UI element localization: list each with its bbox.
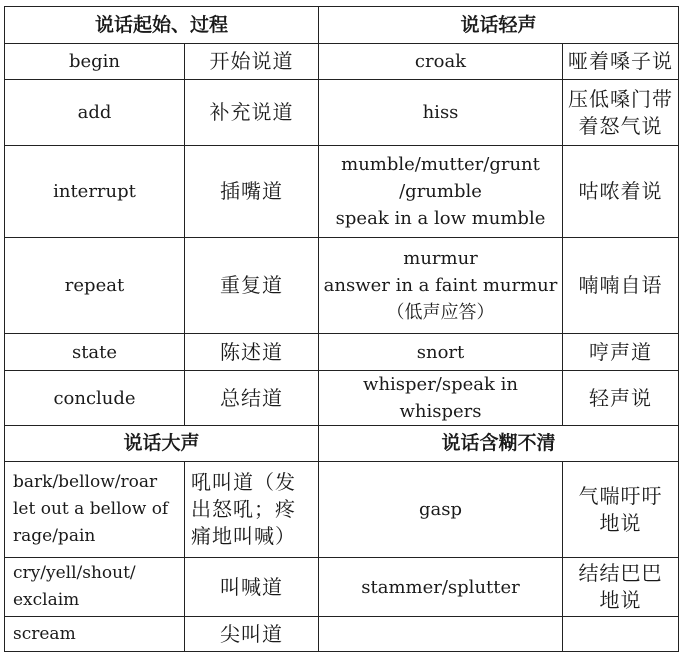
- cell-line: stammer/splutter: [361, 576, 520, 598]
- chinese-meaning-cell: [563, 371, 679, 426]
- cell-line: conclude: [53, 387, 136, 409]
- section-title-loud: 说话大声: [5, 426, 319, 462]
- cell-line: state: [71, 341, 118, 363]
- cell-line: snort: [416, 341, 465, 363]
- english-term-cell: [5, 44, 185, 80]
- cell-line: /grumble: [399, 181, 482, 202]
- cell-line: hiss: [422, 102, 459, 123]
- english-term-cell: [319, 462, 563, 558]
- section-title-start-process: 说话起始、过程: [5, 7, 319, 44]
- chinese-meaning-cell: [563, 238, 679, 334]
- section-title-quiet: 说话轻声: [319, 7, 679, 44]
- english-term-cell: [5, 462, 185, 558]
- cell-line: 喃喃自语: [578, 273, 663, 297]
- english-term-cell: [5, 334, 185, 371]
- chinese-meaning-cell: [185, 44, 319, 80]
- chinese-meaning-cell: [185, 334, 319, 371]
- chinese-meaning-cell: [185, 558, 319, 617]
- cell-line: 总结道: [220, 385, 283, 410]
- chinese-meaning-cell: [185, 462, 319, 558]
- english-term-cell: [319, 334, 563, 371]
- cell-line: croak: [414, 51, 467, 72]
- cell-line: mumble/mutter/grunt: [341, 154, 540, 175]
- table-row: [5, 80, 679, 146]
- cell-line: 痛地叫喊）: [191, 524, 296, 548]
- cell-line: 补充说道: [209, 100, 294, 124]
- table-row: [5, 617, 679, 652]
- cell-line: speak in a low mumble: [335, 208, 546, 229]
- english-term-cell: [319, 371, 563, 426]
- english-term-cell: [5, 371, 185, 426]
- english-term-cell: [5, 80, 185, 146]
- cell-line: let out a bellow of: [13, 499, 169, 519]
- english-term-cell: [319, 617, 563, 652]
- english-term-cell: [319, 558, 563, 617]
- english-term-cell: [319, 80, 563, 146]
- chinese-meaning-cell: [563, 334, 679, 371]
- cell-line: 压低嗓门带: [568, 86, 674, 111]
- cell-line: 出怒吼；疼: [191, 497, 296, 521]
- cell-line: 咕哝着说: [578, 179, 663, 203]
- cell-line: rage/pain: [13, 526, 96, 546]
- cell-line: 哼声道: [589, 339, 653, 364]
- english-term-cell: [319, 44, 563, 80]
- cell-line: （低声应答）: [386, 302, 495, 323]
- cell-line: whisper/speak in whispers: [363, 374, 518, 422]
- chinese-meaning-cell: [185, 617, 319, 652]
- vocab-table: [4, 6, 679, 652]
- table-row: [5, 146, 679, 238]
- cell-line: 地说: [599, 588, 642, 612]
- cell-line: gasp: [419, 499, 463, 520]
- chinese-meaning-cell: [185, 371, 319, 426]
- cell-line: bark/bellow/roar: [13, 472, 158, 492]
- chinese-meaning-cell: [563, 146, 679, 238]
- cell-line: 叫喊道: [220, 574, 283, 599]
- cell-line: 开始说道: [209, 49, 294, 73]
- cell-line: 气喘吁吁: [578, 483, 663, 508]
- chinese-meaning-cell: [185, 80, 319, 146]
- english-term-cell: [5, 617, 185, 652]
- english-term-cell: [319, 238, 563, 334]
- english-term-cell: [319, 146, 563, 238]
- chinese-meaning-cell: [563, 558, 679, 617]
- cell-line: scream: [13, 623, 76, 644]
- cell-line: begin: [68, 51, 121, 72]
- chinese-meaning-cell: [563, 462, 679, 558]
- cell-line: answer in a faint murmur: [323, 275, 558, 296]
- section-header-row: [5, 7, 679, 44]
- cell-line: 结结巴巴: [578, 561, 663, 585]
- chinese-meaning-cell: [563, 617, 679, 652]
- cell-line: 哑着嗓子说: [568, 49, 674, 73]
- cell-line: repeat: [64, 275, 125, 296]
- cell-line: exclaim: [13, 590, 80, 610]
- cell-line: 陈述道: [220, 339, 283, 364]
- chinese-meaning-cell: [563, 80, 679, 146]
- table-row: [5, 558, 679, 617]
- chinese-meaning-cell: [185, 146, 319, 238]
- cell-line: murmur: [403, 248, 478, 269]
- cell-line: 地说: [599, 510, 642, 535]
- cell-line: interrupt: [53, 181, 136, 202]
- cell-line: 重复道: [220, 273, 283, 297]
- table-row: [5, 44, 679, 80]
- section-title-unclear: 说话含糊不清: [319, 426, 679, 462]
- cell-line: 尖叫道: [220, 621, 283, 646]
- section-header-row: [5, 426, 679, 462]
- english-term-cell: [5, 558, 185, 617]
- chinese-meaning-cell: [563, 44, 679, 80]
- cell-line: add: [77, 102, 112, 123]
- table-row: [5, 334, 679, 371]
- cell-line: 吼叫道（发: [191, 470, 296, 494]
- table-row: [5, 462, 679, 558]
- cell-line: cry/yell/shout/: [13, 563, 136, 583]
- english-term-cell: [5, 146, 185, 238]
- english-term-cell: [5, 238, 185, 334]
- chinese-meaning-cell: [185, 238, 319, 334]
- cell-line: 插嘴道: [220, 179, 283, 203]
- table-row: [5, 238, 679, 334]
- cell-line: 轻声说: [589, 385, 653, 410]
- cell-line: 着怒气说: [578, 113, 663, 138]
- table-row: [5, 371, 679, 426]
